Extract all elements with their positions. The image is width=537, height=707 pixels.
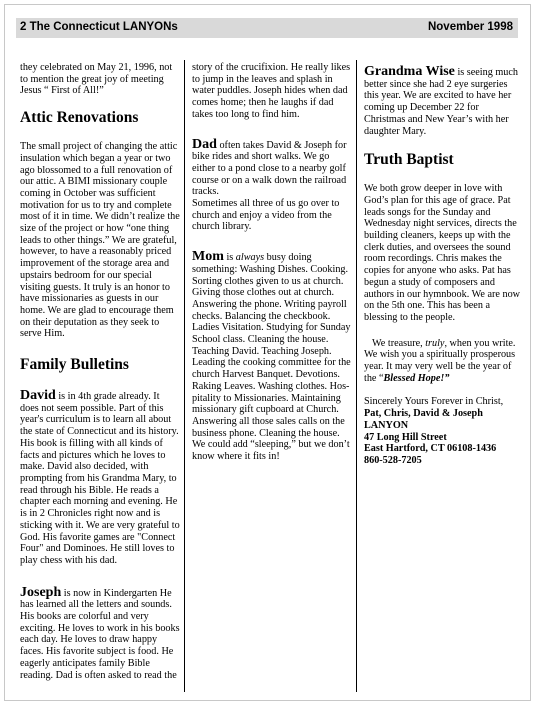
grandma-text: is seeing much better since she had 2 eye surgeries this year. We are excited to have her coming up December 22 for Christmas and New Year’s with her daughter Mary. — [364, 67, 518, 137]
treasure-truly: truly — [425, 337, 445, 349]
issue-date: November 1998 — [427, 21, 513, 33]
dad-text: often takes David & Joseph for bike rides and short walks. We go either to a pond close to a nearby golf course or on a walk down the railroad tracks. — [192, 139, 347, 198]
joseph-text: is now in Kindergarten He has learned all the letters and sounds. His books are colorful and very exciting. He loves to work in his books each day. He loves to draw happy faces. His favorite subject is food. He eagerly anticipates family Bible reading. Dad is often asked to read the — [20, 587, 180, 681]
address-street: 47 Long Hill Street — [364, 431, 447, 443]
mom-name: Mom — [192, 249, 224, 265]
intro-paragraph: they celebrated on May 21, 1996, not to mention the great joy of meeting Jesus “ First of All!” — [20, 62, 173, 97]
joseph-continued: story of the crucifixion. He really likes to jump in the leaves and splash in water puddles. Joseph hides when dad comes home; then he laughs if dad takes too long to find him. — [192, 62, 351, 120]
dad-paragraph-2: Sometimes all three of us go over to church and enjoy a video from the church library. — [192, 198, 340, 233]
treasure-paragraph — [364, 338, 522, 385]
grandma-name: Grandma Wise — [364, 64, 455, 79]
david-name: David — [20, 388, 56, 404]
truth-baptist-paragraph: We both grow deeper in love with God’s plan for this age of grace. Pat leads songs for the Sunday and Wednesday night services, directs the building cleaners, keeps up with the clerk duties, and oversees the sound room recordings. Chris makes the copies for anyone who asks. Pat has begun a study of composers and authors in our hymnbook. We are now on the 5th one. This has been a blessing to the people. — [364, 183, 521, 323]
truth-baptist-heading: Truth Baptist — [364, 151, 454, 169]
signature-surname: LANYON — [364, 419, 409, 431]
phone-number: 860-528-7205 — [364, 454, 422, 466]
column-2 — [192, 62, 354, 463]
treasure-text-a: We treasure, — [372, 337, 426, 349]
family-heading: Family Bulletins — [20, 356, 129, 374]
address-city: East Hartford, CT 06108-1436 — [364, 443, 497, 455]
column-3 — [364, 66, 522, 467]
newsletter-title: 2 The Connecticut LANYONs — [20, 21, 178, 33]
blessed-hope: Blessed Hope!” — [383, 372, 450, 384]
newsletter-header — [16, 18, 518, 38]
column-divider-1 — [184, 60, 185, 692]
attic-paragraph: The small project of changing the attic insulation which began a year or two ago blossomed to a full renovation of our attic. A BIMI missionary couple coming in October was sufficient motivation for us to try and complete most of it in time. We didn’t realize the size of the project or how “one thing leads to other things.” We are grateful, however, to have a reasonably priced improvement of the storage area and upstairs bedroom for our special visiting guests. It truly is an honor to have missionaries as guests in our home. We are glad to encourage them on their deputation as they seek to serve Him. — [20, 141, 180, 340]
grandma-paragraph — [364, 66, 522, 137]
david-paragraph — [20, 390, 180, 567]
joseph-name: Joseph — [20, 584, 62, 600]
mom-always: always — [235, 252, 265, 264]
treasure-text-b: , when you write. We wish you a spiritually prosperous year. It may very well be the year of the “ — [364, 337, 516, 384]
mom-is: is — [223, 252, 236, 264]
column-divider-2 — [356, 60, 357, 692]
david-text: is in 4th grade already. It does not seem possible. Part of this year's curriculum is to learn all about the state of Connecticut and its history. His book is filling with all kinds of facts and pictures which he loves to make. David also decided, with prompting from his Grandma Mary, to read through his Bible. He reads a chapter each morning and evening. He is in 2 Chronicles right now and is sticking with it. We are very grateful to God. His favorite games are "Connect Four" and Dominoes. He still loves to play chess with his dad. — [20, 391, 180, 566]
attic-heading: Attic Renovations — [20, 109, 139, 127]
mom-text: busy doing something: Washing Dishes. Cooking. Sorting clothes given to us at church. Giving those clothes out at church. Answering the phone. Writing payroll checks. Balancing the checkbook. Ladies Visitation. Studying for Sunday School class. Cleaning the house. Teaching David. Teaching Joseph. Leading the cooking committee for the church Harvest Banquet. Devotions. Raking Leaves. Washing clothes. Hos-pitality to Missionaries. Maintaining missionary gift cupboard at Church. Answering all those sales calls on the business phone. Cleaning the house. We could add “sleeping,” but we don’t know where it fits in! — [192, 252, 351, 463]
column-1 — [20, 62, 180, 681]
joseph-paragraph — [20, 584, 180, 682]
dad-paragraph — [192, 136, 354, 199]
signature-names: Pat, Chris, David & Joseph — [364, 408, 483, 420]
closing-line: Sincerely Yours Forever in Christ, — [364, 396, 504, 408]
dad-name: Dad — [192, 136, 217, 152]
mom-paragraph — [192, 251, 354, 463]
